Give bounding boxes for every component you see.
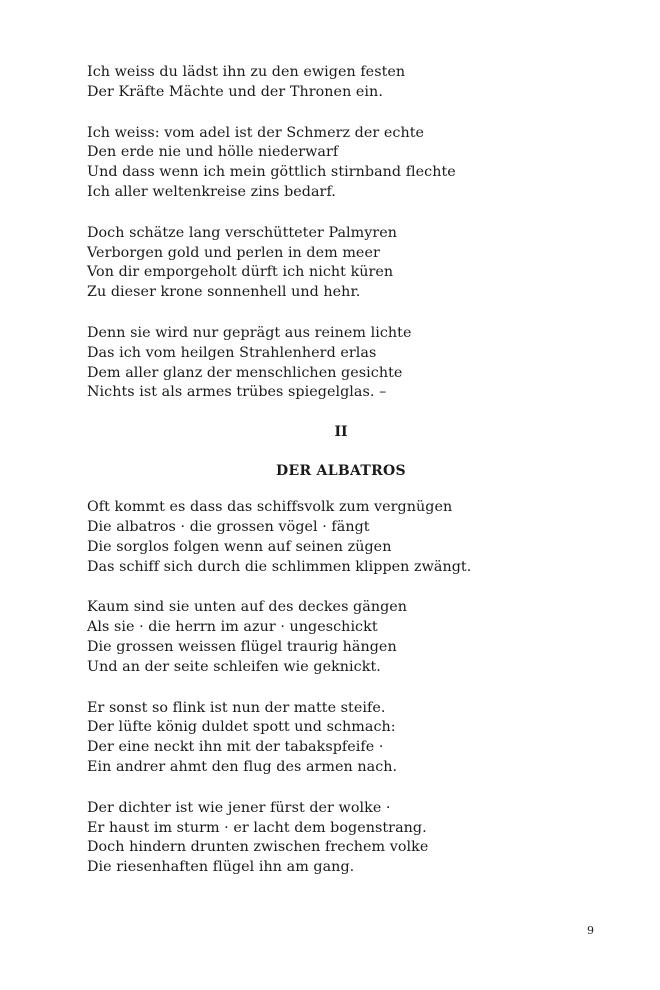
- verse-line: Doch schätze lang verschütteter Palmyren: [87, 224, 398, 241]
- verse-line: Ich weiss: vom adel ist der Schmerz der echte: [87, 124, 425, 141]
- poem-title: DER ALBATROS: [276, 463, 406, 480]
- verse-line: Als sie · die herrn im azur · ungeschickt: [87, 619, 378, 636]
- verse-line: Die grossen weissen flügel traurig hängen: [87, 638, 397, 655]
- stanza: [87, 598, 587, 677]
- verse-line: Ich aller weltenkreise zins bedarf.: [87, 183, 336, 200]
- section-number: II: [334, 424, 348, 441]
- page-number: 9: [587, 924, 594, 937]
- verse-line: Der eine neckt ihn mit der tabakspfeife ·: [87, 739, 384, 756]
- verse-line: Zu dieser krone sonnenhell und hehr.: [87, 284, 361, 301]
- verse-line: Ein andrer ahmt den flug des armen nach.: [87, 758, 398, 775]
- verse-line: Die albatros · die grossen vögel · fängt: [87, 518, 370, 535]
- stanza: [87, 124, 587, 203]
- verse-line: Von dir emporgeholt dürft ich nicht küren: [87, 264, 394, 281]
- verse-line: Der lüfte könig duldet spott und schmach:: [87, 719, 396, 736]
- stanza: [87, 324, 587, 403]
- verse-line: Oft kommt es dass das schiffsvolk zum vergnügen: [87, 499, 453, 516]
- verse-line: Dem aller glanz der menschlichen gesichte: [87, 364, 403, 381]
- verse-line: Den erde nie und hölle niederwarf: [87, 144, 339, 161]
- verse-line: Ich weiss du lädst ihn zu den ewigen festen: [87, 64, 406, 80]
- verse-line: Kaum sind sie unten auf des deckes gängen: [87, 599, 408, 616]
- stanza: [87, 224, 587, 303]
- stanza: [87, 799, 587, 878]
- verse-line: Das schiff sich durch die schlimmen klippen zwängt.: [87, 558, 472, 575]
- stanza: [87, 699, 587, 778]
- verse-line: Und an der seite schleifen wie geknickt.: [87, 658, 381, 675]
- verse-line: Nichts ist als armes trübes spiegelglas. –: [87, 384, 387, 401]
- verse-line: Er haust im sturm · er lacht dem bogenstrang.: [87, 819, 427, 836]
- verse-line: Der dichter ist wie jener fürst der wolke ·: [87, 799, 391, 816]
- verse-line: Verborgen gold und perlen in dem meer: [87, 244, 380, 261]
- verse-line: Und dass wenn ich mein göttlich stirnband flechte: [87, 164, 456, 181]
- book-page: [87, 63, 587, 899]
- stanza: [87, 498, 587, 577]
- verse-line: Der Kräfte Mächte und der Thronen ein.: [87, 83, 383, 100]
- verse-line: Das ich vom heilgen Strahlenherd erlas: [87, 344, 377, 361]
- verse-line: Er sonst so flink ist nun der matte steife.: [87, 699, 386, 716]
- verse-line: Die sorglos folgen wenn auf seinen zügen: [87, 538, 392, 555]
- verse-line: Doch hindern drunten zwischen frechem volke: [87, 839, 429, 856]
- verse-line: Die riesenhaften flügel ihn am gang.: [87, 859, 355, 876]
- verse-line: Denn sie wird nur geprägt aus reinem lichte: [87, 324, 412, 341]
- stanza: [87, 63, 587, 103]
